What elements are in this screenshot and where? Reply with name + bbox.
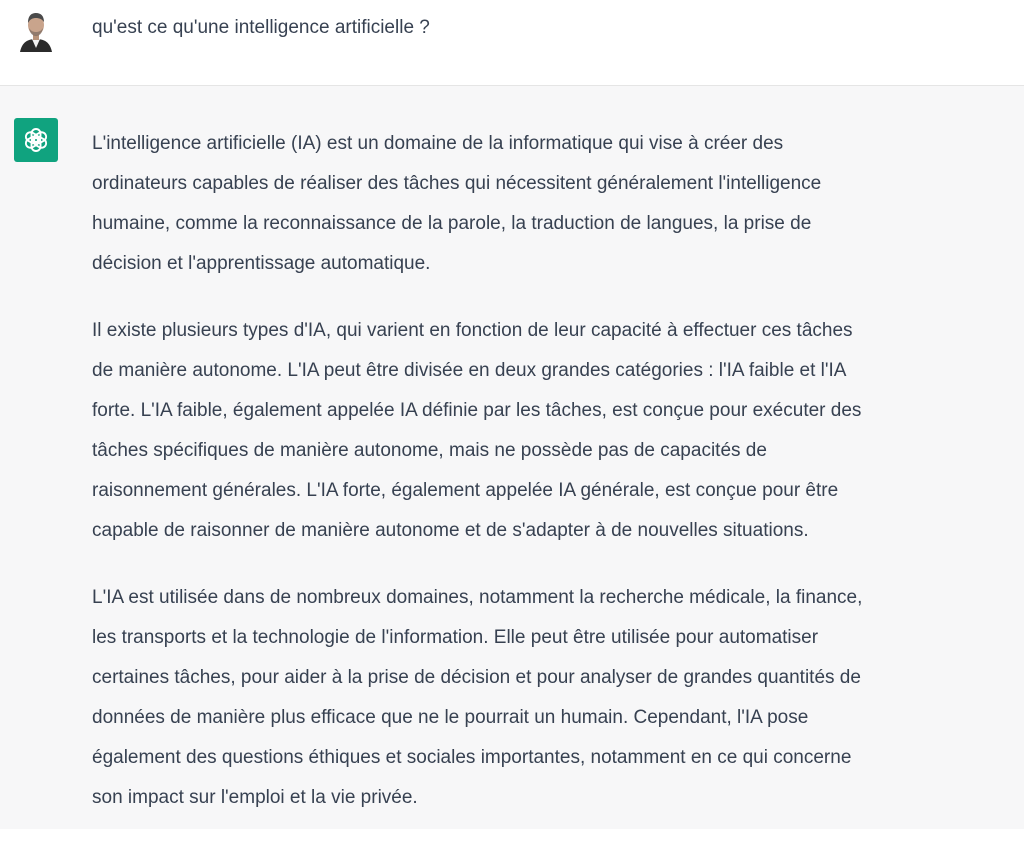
openai-logo-icon [21,125,51,155]
assistant-paragraph-1: L'intelligence artificielle (IA) est un domaine de la informatique qui vise à créer des ordinateurs capables de réaliser des tâches qui nécessitent généralement l'intelligence humaine, comme la reconnaissance de la parole, la traduction de langues, la prise de décision et l'apprentissage automatique. [92,133,822,274]
assistant-paragraph-3: L'IA est utilisée dans de nombreux domaines, notamment la recherche médicale, la finance, les transports et la technologie de l'information. Elle peut être utilisée pour automatiser certaines tâches, pour aider à la prise de décision et pour analyser de grandes quantités de données de manière plus efficace que ne le pourrait un humain. Cependant, l'IA pose également des questions éthiques et sociales importantes, notamment en ce qui concerne son impact sur l'emploi et la vie privée. [92,587,863,808]
user-message-text: qu'est ce qu'une intelligence artificielle ? [92,17,430,38]
user-avatar [14,8,58,52]
user-message-row [0,0,1024,86]
user-avatar-icon [14,8,58,52]
assistant-avatar [14,118,58,162]
assistant-paragraph-2: Il existe plusieurs types d'IA, qui varient en fonction de leur capacité à effectuer ces tâches de manière autonome. L'IA peut être divisée en deux grandes catégories : l'IA faible et l'IA forte. L'IA faible, également appelée IA définie par les tâches, est conçue pour exécuter des tâches spécifiques de manière autonome, mais ne possède pas de capacités de raisonnement générales. L'IA forte, également appelée IA générale, est conçue pour être capable de raisonner de manière autonome et de s'adapter à de nouvelles situations. [92,320,862,541]
assistant-message-text [92,124,1012,845]
assistant-message-row [0,86,1024,829]
